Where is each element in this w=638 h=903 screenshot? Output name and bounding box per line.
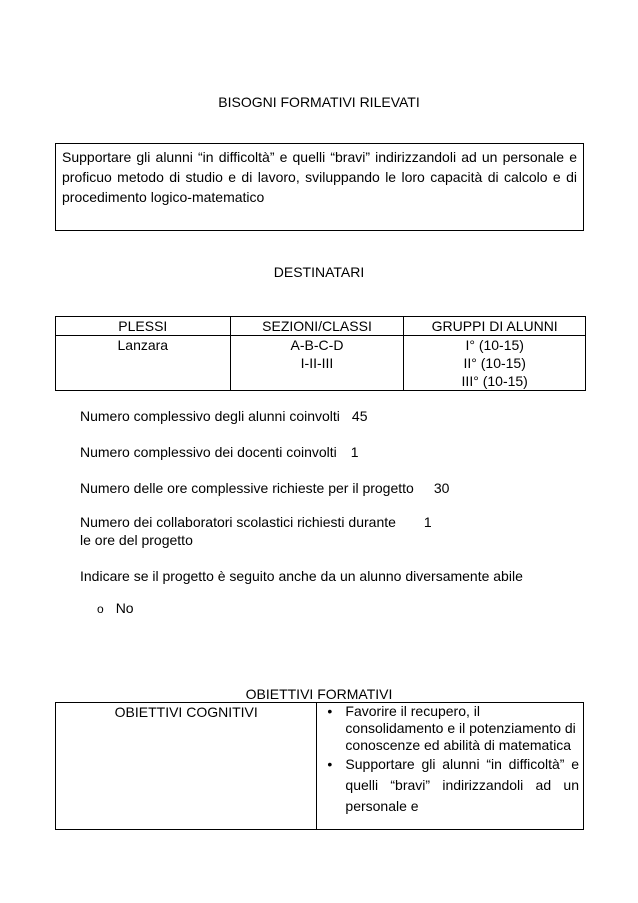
ore-value: 30 bbox=[433, 480, 450, 496]
alunni-value: 45 bbox=[351, 408, 368, 424]
bisogni-text: Supportare gli alunni “in difficoltà” e quelli “bravi” indirizzandoli ad un personale e proficuo metodo di studio e di lavoro, sviluppando le loro capacità di calcolo e di procedimento logico-matematico bbox=[62, 149, 577, 205]
collab-value: 1 bbox=[423, 514, 432, 530]
list-item bbox=[317, 754, 583, 817]
docenti-value: 1 bbox=[350, 444, 359, 460]
plesso-name: Lanzara bbox=[117, 337, 169, 353]
collab-label-1: Numero dei collaboratori scolastici richiesti durante bbox=[80, 514, 396, 530]
obiettivi-table bbox=[55, 702, 584, 830]
obiettivi-list bbox=[317, 703, 583, 817]
bisogni-box bbox=[55, 143, 584, 231]
sezioni-line: A-B-C-D bbox=[290, 337, 344, 353]
list-item-text: Favorire il recupero, il consolidamento e il potenziamento di conoscenze ed abilità di matematica bbox=[345, 703, 576, 753]
docenti-row bbox=[80, 442, 359, 462]
cell-sezioni bbox=[230, 336, 404, 391]
option-circle-icon: o bbox=[97, 602, 104, 616]
header-gruppi: GRUPPI DI ALUNNI bbox=[404, 317, 586, 336]
bisogni-title: BISOGNI FORMATIVI RILEVATI bbox=[218, 94, 420, 110]
bullet-icon: • bbox=[327, 703, 333, 719]
obiettivi-cognitivi-cell bbox=[56, 703, 317, 830]
gruppo-line: III° (10-15) bbox=[461, 373, 528, 389]
abile-label: Indicare se il progetto è seguito anche da un alunno diversamente abile bbox=[80, 568, 523, 584]
cell-gruppi bbox=[404, 336, 586, 391]
alunni-row bbox=[80, 406, 367, 426]
bullet-icon: • bbox=[327, 756, 333, 772]
ore-label: Numero delle ore complessive richieste per il progetto bbox=[80, 480, 414, 496]
header-plessi: PLESSI bbox=[56, 317, 231, 336]
list-item-text: Supportare gli alunni “in difficoltà” e quelli “bravi” indirizzandoli ad un personale e bbox=[345, 756, 579, 814]
abile-answer: No bbox=[115, 600, 134, 616]
docenti-label: Numero complessivo dei docenti coinvolti bbox=[80, 444, 337, 460]
header-sezioni: SEZIONI/CLASSI bbox=[230, 317, 404, 336]
list-item bbox=[317, 703, 583, 754]
classi-line: I-II-III bbox=[300, 355, 334, 371]
destinatari-table bbox=[55, 316, 586, 391]
alunni-label: Numero complessivo degli alunni coinvolti bbox=[80, 408, 340, 424]
cell-plessi bbox=[56, 336, 231, 391]
collab-label-2: le ore del progetto bbox=[80, 532, 193, 548]
destinatari-title: DESTINATARI bbox=[273, 264, 365, 280]
obiettivi-cognitivi-header: OBIETTIVI COGNITIVI bbox=[114, 704, 258, 720]
abile-option bbox=[97, 598, 134, 619]
obiettivi-title: OBIETTIVI FORMATIVI bbox=[245, 686, 393, 702]
destinatari-header-row bbox=[56, 317, 586, 336]
obiettivi-list-cell bbox=[317, 703, 584, 830]
collab-row bbox=[80, 512, 432, 532]
ore-row bbox=[80, 478, 449, 498]
gruppo-line: II° (10-15) bbox=[463, 355, 526, 371]
gruppo-line: I° (10-15) bbox=[465, 337, 524, 353]
destinatari-data-row bbox=[56, 336, 586, 391]
